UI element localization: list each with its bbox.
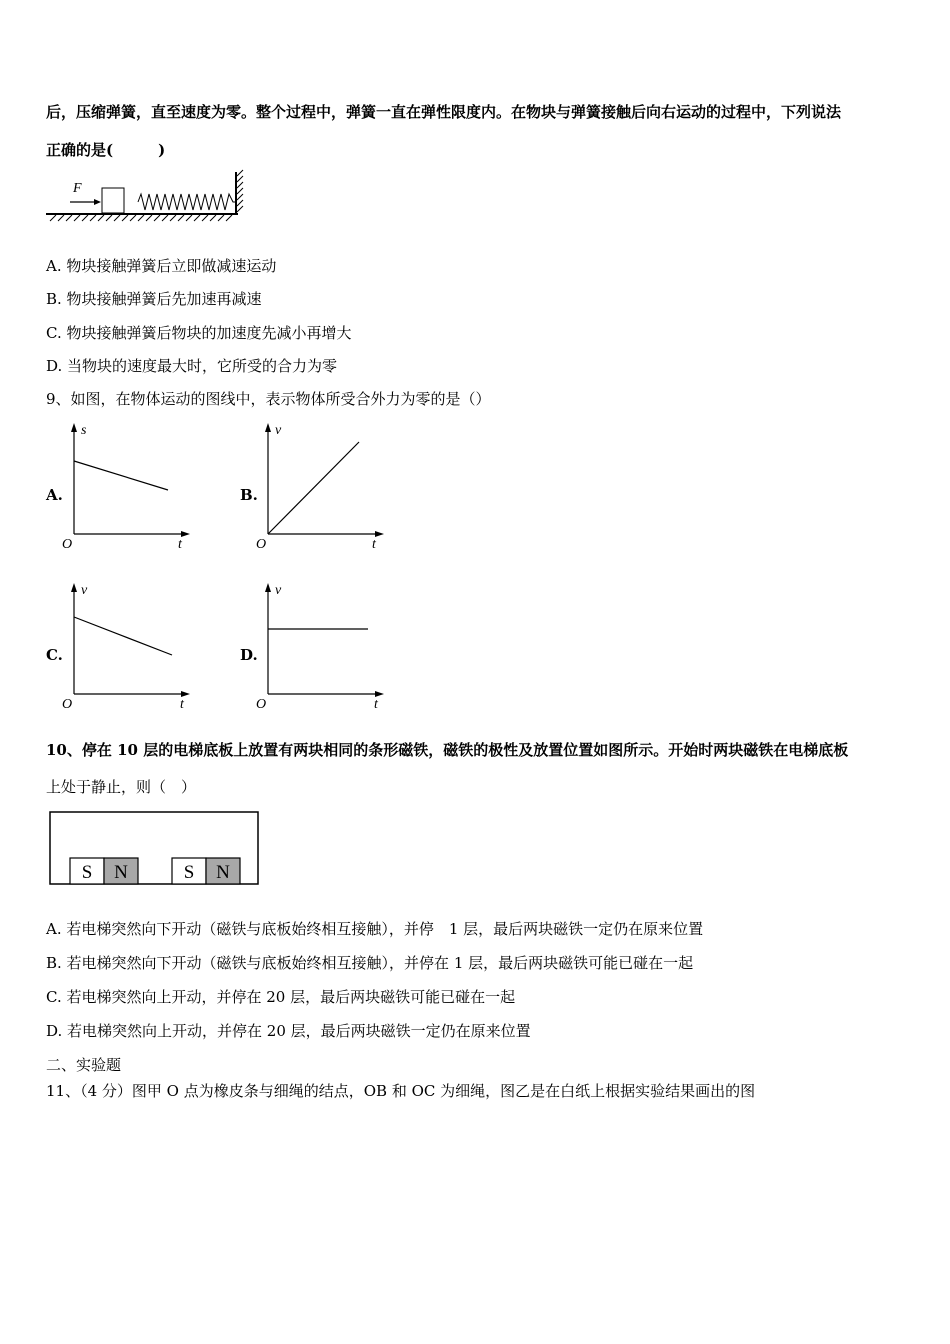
q10-option-c: C. 若电梯突然向上开动，并停在 20 层，最后两块磁铁可能已碰在一起 (46, 988, 516, 1006)
q8-stem-line1: 后，压缩弹簧，直至速度为零。整个过程中，弹簧一直在弹性限度内。在物块与弹簧接触后向右运动的过程中，下列说法 (46, 103, 842, 121)
q10-stem-line2: 上处于静止，则（ ） (46, 778, 197, 796)
magnet2-s-label: S (183, 862, 195, 883)
magnet1-s-label: S (81, 862, 93, 883)
graph-a-x-label: t (178, 537, 182, 552)
graph-d-y-label: v (275, 583, 282, 598)
graph-a-origin: O (62, 537, 73, 552)
q8-option-a: A. 物块接触弹簧后立即做减速运动 (46, 257, 277, 275)
graph-a-label: A. (46, 486, 63, 504)
elevator-magnet-figure (48, 808, 262, 888)
q8-option-c: C. 物块接触弹簧后物块的加速度先减小再增大 (46, 324, 352, 342)
graph-b-y-label: v (275, 423, 282, 438)
graph-c-x-label: t (180, 697, 184, 712)
q10-option-b: B. 若电梯突然向下开动（磁铁与底板始终相互接触），并停在 1 层，最后两块磁铁可能已碰在一起 (46, 954, 694, 972)
graph-d-origin: O (256, 697, 267, 712)
ground-hatching (50, 215, 232, 221)
graph-c-y-label: v (81, 583, 88, 598)
graph-b (250, 420, 390, 555)
q9-stem: 9、如图，在物体运动的图线中，表示物体所受合外力为零的是（） (46, 390, 491, 408)
graph-a-line (74, 461, 168, 490)
force-label: F (73, 181, 82, 196)
block (102, 188, 124, 213)
q10-option-a: A. 若电梯突然向下开动（磁铁与底板始终相互接触），并停 1 层，最后两块磁铁一定仍在原来位置 (46, 920, 704, 938)
graph-c-origin: O (62, 697, 73, 712)
magnet2-n-label: N (216, 862, 230, 883)
spring (138, 194, 235, 210)
graph-d-x-label: t (374, 697, 378, 712)
q11-stem: 11、（4 分）图甲 O 点为橡皮条与细绳的结点，OB 和 OC 为细绳，图乙是在白纸上根据实验结果画出的图 (46, 1082, 756, 1100)
graph-c (56, 580, 196, 715)
graph-a-y-label: s (81, 423, 87, 438)
magnet1-n-label: N (114, 862, 128, 883)
q10-option-d: D. 若电梯突然向上开动，并停在 20 层，最后两块磁铁一定仍在原来位置 (46, 1022, 531, 1040)
graph-c-label: C. (46, 646, 63, 664)
q8-stem-line2: 正确的是( ) (46, 141, 166, 159)
spring-block-figure (44, 168, 250, 226)
graph-b-x-label: t (372, 537, 376, 552)
graph-b-line (268, 442, 359, 534)
q8-option-b: B. 物块接触弹簧后先加速再减速 (46, 290, 262, 308)
graph-d (250, 580, 390, 715)
graph-a (56, 420, 196, 555)
graph-b-label: B. (240, 486, 258, 504)
graph-b-origin: O (256, 537, 267, 552)
q10-stem-line1: 10、停在 10 层的电梯底板上放置有两块相同的条形磁铁，磁铁的极性及放置位置如图所示。开始时两块磁铁在电梯底板 (46, 741, 849, 759)
graph-c-line (74, 617, 172, 655)
wall-hatching (237, 170, 243, 212)
section-title: 二、实验题 (46, 1056, 122, 1074)
q8-option-d: D. 当物块的速度最大时，它所受的合力为零 (46, 357, 338, 375)
graph-d-label: D. (240, 646, 258, 664)
